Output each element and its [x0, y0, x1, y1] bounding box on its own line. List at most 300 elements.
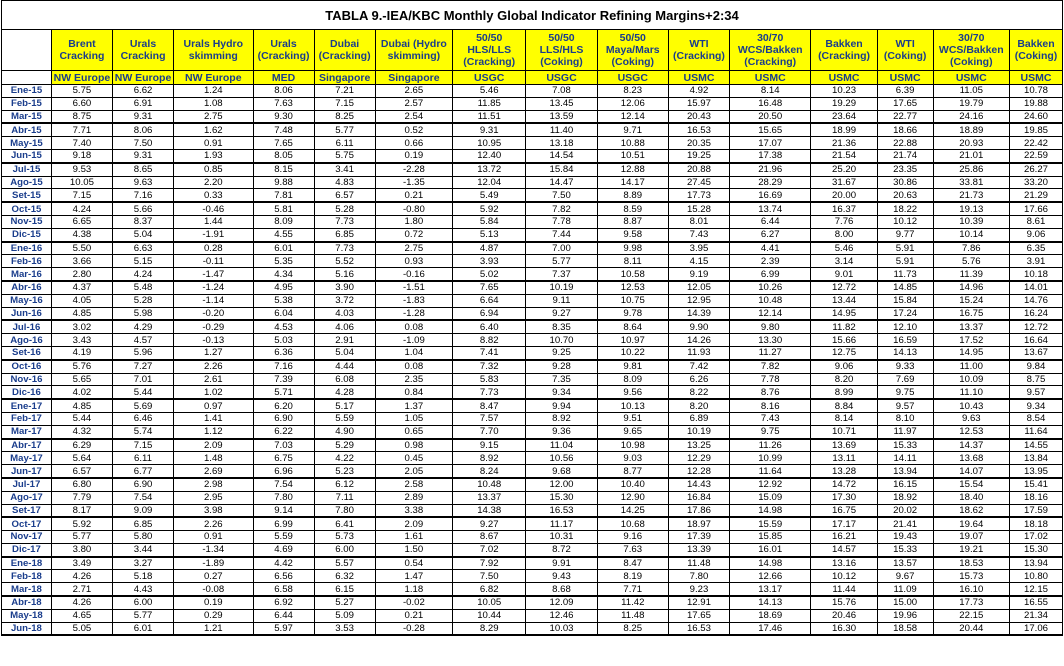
table-cell: 21.96	[730, 163, 811, 176]
table-cell: 18.53	[933, 557, 1009, 570]
table-cell: 10.39	[933, 215, 1009, 228]
table-cell: 7.65	[453, 281, 526, 294]
table-cell: 5.38	[253, 294, 314, 307]
table-cell: 6.65	[51, 215, 112, 228]
table-cell: 8.54	[1009, 412, 1062, 425]
table-row	[2, 215, 1063, 228]
table-cell: 0.91	[174, 531, 253, 544]
table-cell: 15.33	[877, 439, 933, 452]
table-cell: 9.88	[253, 176, 314, 189]
table-cell: 6.46	[112, 412, 173, 425]
table-cell: 6.15	[314, 583, 375, 596]
table-cell: 4.29	[112, 320, 173, 333]
table-cell: 4.24	[112, 268, 173, 281]
table-cell: 18.66	[877, 123, 933, 136]
table-cell: 6.40	[453, 320, 526, 333]
table-cell: 10.03	[526, 622, 597, 635]
table-cell: 11.40	[526, 123, 597, 136]
table-cell: 8.25	[597, 622, 668, 635]
table-cell: 6.77	[112, 465, 173, 478]
table-cell: -0.08	[174, 583, 253, 596]
table-cell: 8.09	[253, 215, 314, 228]
table-cell: 0.19	[375, 149, 452, 162]
table-cell: 10.70	[526, 334, 597, 347]
table-cell: 6.35	[1009, 242, 1062, 255]
table-cell: 0.65	[375, 425, 452, 438]
table-cell: 0.66	[375, 137, 452, 150]
table-cell: 9.53	[51, 163, 112, 176]
table-cell: 7.63	[597, 543, 668, 556]
table-cell: 6.44	[253, 609, 314, 622]
table-cell: 18.89	[933, 123, 1009, 136]
table-cell: 2.39	[730, 255, 811, 268]
table-cell: 9.27	[526, 307, 597, 320]
table-cell: 11.05	[933, 85, 1009, 98]
table-row	[2, 149, 1063, 162]
table-cell: 17.07	[730, 137, 811, 150]
table-cell: -0.16	[375, 268, 452, 281]
table-cell: 13.59	[526, 110, 597, 123]
table-cell: 13.28	[811, 465, 877, 478]
table-cell: 10.12	[811, 570, 877, 583]
table-cell: 3.95	[668, 242, 729, 255]
table-row	[2, 622, 1063, 635]
table-cell: 8.37	[112, 215, 173, 228]
table-cell: 9.58	[597, 228, 668, 241]
table-cell: 13.84	[1009, 452, 1062, 465]
table-cell: 8.14	[811, 412, 877, 425]
table-cell: 20.02	[877, 504, 933, 517]
table-cell: 12.75	[811, 346, 877, 359]
table-cell: 11.82	[811, 320, 877, 333]
table-cell: -1.35	[375, 176, 452, 189]
table-cell: 0.29	[174, 609, 253, 622]
table-cell: -1.14	[174, 294, 253, 307]
table-cell: 0.33	[174, 189, 253, 202]
table-cell: 15.59	[730, 517, 811, 530]
table-cell: -1.47	[174, 268, 253, 281]
table-row	[2, 176, 1063, 189]
table-cell: 16.53	[668, 622, 729, 635]
row-month-label: Dic-16	[2, 386, 52, 399]
table-cell: 2.95	[174, 491, 253, 504]
table-cell: 9.23	[668, 583, 729, 596]
column-region: NW Europe	[112, 71, 173, 85]
table-cell: 2.05	[375, 465, 452, 478]
row-month-label: Ene-16	[2, 242, 52, 255]
table-cell: 5.44	[112, 386, 173, 399]
table-cell: 15.84	[526, 163, 597, 176]
table-cell: 2.69	[174, 465, 253, 478]
table-cell: 7.82	[526, 202, 597, 215]
table-cell: 4.85	[51, 399, 112, 412]
table-cell: 16.48	[730, 97, 811, 110]
table-cell: 16.75	[933, 307, 1009, 320]
table-cell: 21.29	[1009, 189, 1062, 202]
table-cell: 25.20	[811, 163, 877, 176]
table-cell: 4.55	[253, 228, 314, 241]
table-cell: 7.65	[253, 137, 314, 150]
table-cell: 14.07	[933, 465, 1009, 478]
table-cell: 7.37	[526, 268, 597, 281]
table-cell: 4.87	[453, 242, 526, 255]
table-cell: 6.63	[112, 242, 173, 255]
table-cell: 6.82	[453, 583, 526, 596]
table-cell: 7.01	[112, 373, 173, 386]
table-cell: 9.98	[597, 242, 668, 255]
table-cell: 7.50	[112, 137, 173, 150]
table-cell: 16.24	[1009, 307, 1062, 320]
table-cell: 9.71	[597, 123, 668, 136]
table-cell: 14.98	[730, 557, 811, 570]
table-cell: 25.86	[933, 163, 1009, 176]
table-cell: 0.54	[375, 557, 452, 570]
table-cell: 10.88	[597, 137, 668, 150]
table-cell: 14.17	[597, 176, 668, 189]
table-cell: 7.32	[453, 360, 526, 373]
table-cell: 4.06	[314, 320, 375, 333]
table-cell: 1.37	[375, 399, 452, 412]
table-cell: 1.50	[375, 543, 452, 556]
table-cell: 7.21	[314, 85, 375, 98]
table-cell: 7.40	[51, 137, 112, 150]
table-cell: 9.16	[597, 531, 668, 544]
table-cell: 0.28	[174, 242, 253, 255]
table-cell: 6.58	[253, 583, 314, 596]
table-cell: 19.29	[811, 97, 877, 110]
table-cell: 14.55	[1009, 439, 1062, 452]
table-cell: 9.90	[668, 320, 729, 333]
column-header: Dubai (Hydro skimming)	[375, 30, 452, 71]
column-header: Urals Hydro skimming	[174, 30, 253, 71]
table-cell: 3.44	[112, 543, 173, 556]
table-cell: 5.91	[877, 255, 933, 268]
table-cell: 15.33	[877, 543, 933, 556]
table-cell: 7.02	[453, 543, 526, 556]
table-cell: 8.19	[597, 570, 668, 583]
table-cell: 13.57	[877, 557, 933, 570]
table-cell: 7.16	[253, 360, 314, 373]
table-row	[2, 346, 1063, 359]
table-cell: 8.75	[51, 110, 112, 123]
table-cell: 10.48	[453, 478, 526, 491]
table-cell: 3.14	[811, 255, 877, 268]
table-cell: 8.23	[597, 85, 668, 98]
table-cell: 17.39	[668, 531, 729, 544]
table-cell: 20.46	[811, 609, 877, 622]
table-cell: 5.71	[253, 386, 314, 399]
table-row	[2, 110, 1063, 123]
table-cell: 5.03	[253, 334, 314, 347]
table-cell: 6.90	[112, 478, 173, 491]
table-cell: 8.01	[668, 215, 729, 228]
table-cell: 5.98	[112, 307, 173, 320]
table-cell: 17.17	[811, 517, 877, 530]
table-row	[2, 281, 1063, 294]
column-region: Singapore	[375, 71, 452, 85]
table-cell: 5.49	[453, 189, 526, 202]
table-cell: 13.11	[811, 452, 877, 465]
table-cell: 6.94	[453, 307, 526, 320]
table-cell: 4.05	[51, 294, 112, 307]
table-cell: 9.19	[668, 268, 729, 281]
table-cell: 8.24	[453, 465, 526, 478]
table-cell: 6.60	[51, 97, 112, 110]
table-cell: 5.84	[453, 215, 526, 228]
table-cell: 5.73	[314, 531, 375, 544]
table-cell: 31.67	[811, 176, 877, 189]
table-cell: 7.43	[730, 412, 811, 425]
table-cell: 8.22	[668, 386, 729, 399]
table-cell: 5.44	[51, 412, 112, 425]
table-cell: 18.92	[877, 491, 933, 504]
table-cell: 9.36	[526, 425, 597, 438]
table-row	[2, 255, 1063, 268]
table-cell: 5.27	[314, 596, 375, 609]
table-cell: 7.39	[253, 373, 314, 386]
table-cell: 6.04	[253, 307, 314, 320]
table-row	[2, 242, 1063, 255]
table-cell: 5.16	[314, 268, 375, 281]
table-cell: 8.47	[453, 399, 526, 412]
table-cell: 9.63	[112, 176, 173, 189]
row-month-label: May-18	[2, 609, 52, 622]
table-row	[2, 373, 1063, 386]
column-header: Dubai (Cracking)	[314, 30, 375, 71]
table-cell: 5.75	[314, 149, 375, 162]
table-cell: 7.71	[597, 583, 668, 596]
table-cell: 14.54	[526, 149, 597, 162]
row-month-label: Set-17	[2, 504, 52, 517]
table-cell: 16.10	[933, 583, 1009, 596]
table-cell: 9.56	[597, 386, 668, 399]
column-region: USMC	[877, 71, 933, 85]
table-cell: 7.78	[730, 373, 811, 386]
table-row	[2, 609, 1063, 622]
row-month-label: Jun-16	[2, 307, 52, 320]
table-cell: 33.81	[933, 176, 1009, 189]
table-cell: 20.88	[668, 163, 729, 176]
table-cell: 7.63	[253, 97, 314, 110]
table-cell: 8.76	[730, 386, 811, 399]
table-cell: 12.95	[668, 294, 729, 307]
table-cell: 19.88	[1009, 97, 1062, 110]
table-cell: 6.11	[314, 137, 375, 150]
column-region: USMC	[811, 71, 877, 85]
table-cell: 1.27	[174, 346, 253, 359]
table-cell: 5.77	[314, 123, 375, 136]
column-region-row	[2, 71, 1063, 85]
column-header: Bakken (Coking)	[1009, 30, 1062, 71]
table-cell: 21.36	[811, 137, 877, 150]
table-cell: 13.95	[1009, 465, 1062, 478]
table-cell: 21.54	[811, 149, 877, 162]
table-cell: 6.20	[253, 399, 314, 412]
table-cell: 8.25	[314, 110, 375, 123]
table-cell: 9.75	[877, 386, 933, 399]
table-cell: 20.35	[668, 137, 729, 150]
table-cell: 17.65	[877, 97, 933, 110]
table-cell: 7.42	[668, 360, 729, 373]
row-month-label: May-16	[2, 294, 52, 307]
column-header: WTI (Coking)	[877, 30, 933, 71]
table-cell: 15.28	[668, 202, 729, 215]
row-month-label: Dic-17	[2, 543, 52, 556]
table-cell: 2.35	[375, 373, 452, 386]
table-cell: 19.07	[933, 531, 1009, 544]
table-cell: 14.01	[1009, 281, 1062, 294]
table-cell: 4.95	[253, 281, 314, 294]
table-cell: 6.85	[112, 517, 173, 530]
table-cell: -1.09	[375, 334, 452, 347]
table-cell: 23.64	[811, 110, 877, 123]
table-cell: 1.18	[375, 583, 452, 596]
column-region: NW Europe	[51, 71, 112, 85]
table-cell: 4.53	[253, 320, 314, 333]
table-cell: 10.22	[597, 346, 668, 359]
row-month-label: Mar-16	[2, 268, 52, 281]
table-cell: 21.34	[1009, 609, 1062, 622]
table-cell: 6.75	[253, 452, 314, 465]
table-cell: 3.91	[1009, 255, 1062, 268]
table-cell: 16.37	[811, 202, 877, 215]
table-cell: 6.12	[314, 478, 375, 491]
table-cell: 21.73	[933, 189, 1009, 202]
table-cell: 12.91	[668, 596, 729, 609]
row-month-label: Feb-18	[2, 570, 52, 583]
table-cell: 6.62	[112, 85, 173, 98]
table-row	[2, 307, 1063, 320]
table-cell: 0.08	[375, 320, 452, 333]
table-cell: 12.28	[668, 465, 729, 478]
table-cell: 6.11	[112, 452, 173, 465]
table-cell: -1.24	[174, 281, 253, 294]
table-cell: 18.69	[730, 609, 811, 622]
table-cell: 7.27	[112, 360, 173, 373]
table-cell: 10.23	[811, 85, 877, 98]
table-cell: 7.57	[453, 412, 526, 425]
table-cell: 5.17	[314, 399, 375, 412]
table-cell: -0.02	[375, 596, 452, 609]
table-cell: 14.95	[811, 307, 877, 320]
table-cell: 20.00	[811, 189, 877, 202]
table-cell: 13.37	[453, 491, 526, 504]
table-cell: 3.43	[51, 334, 112, 347]
row-month-label: Oct-16	[2, 360, 52, 373]
table-cell: 8.89	[597, 189, 668, 202]
table-cell: 17.46	[730, 622, 811, 635]
table-cell: 21.01	[933, 149, 1009, 162]
table-cell: 19.79	[933, 97, 1009, 110]
table-row	[2, 123, 1063, 136]
table-cell: 5.35	[253, 255, 314, 268]
table-cell: 8.65	[112, 163, 173, 176]
table-cell: 1.41	[174, 412, 253, 425]
table-cell: 1.61	[375, 531, 452, 544]
table-cell: 10.19	[668, 425, 729, 438]
table-cell: 3.72	[314, 294, 375, 307]
table-cell: 10.05	[453, 596, 526, 609]
table-cell: 9.30	[253, 110, 314, 123]
table-cell: 4.57	[112, 334, 173, 347]
table-cell: 0.85	[174, 163, 253, 176]
table-cell: 21.74	[877, 149, 933, 162]
table-cell: 20.44	[933, 622, 1009, 635]
row-month-label: Jul-15	[2, 163, 52, 176]
table-cell: 6.85	[314, 228, 375, 241]
table-cell: 9.80	[730, 320, 811, 333]
table-row	[2, 228, 1063, 241]
table-row	[2, 543, 1063, 556]
table-cell: 18.62	[933, 504, 1009, 517]
table-row	[2, 596, 1063, 609]
table-cell: 8.47	[597, 557, 668, 570]
table-cell: 10.75	[597, 294, 668, 307]
table-cell: 9.57	[1009, 386, 1062, 399]
table-cell: 12.40	[453, 149, 526, 162]
table-cell: 3.27	[112, 557, 173, 570]
column-region: USGC	[597, 71, 668, 85]
table-cell: 10.09	[933, 373, 1009, 386]
table-cell: 5.48	[112, 281, 173, 294]
table-cell: 6.44	[730, 215, 811, 228]
table-row	[2, 202, 1063, 215]
row-month-label: Ago-16	[2, 334, 52, 347]
table-cell: 9.33	[877, 360, 933, 373]
table-cell: 8.99	[811, 386, 877, 399]
table-cell: 5.15	[112, 255, 173, 268]
table-cell: 7.80	[668, 570, 729, 583]
table-cell: 5.91	[877, 242, 933, 255]
table-cell: 10.99	[730, 452, 811, 465]
table-cell: 1.62	[174, 123, 253, 136]
column-header: 50/50 LLS/HLS (Coking)	[526, 30, 597, 71]
table-cell: 10.12	[877, 215, 933, 228]
table-cell: 9.91	[526, 557, 597, 570]
table-cell: 12.53	[597, 281, 668, 294]
table-cell: 19.13	[933, 202, 1009, 215]
table-cell: 9.77	[877, 228, 933, 241]
table-cell: 2.75	[375, 242, 452, 255]
table-cell: 11.85	[453, 97, 526, 110]
table-cell: 0.21	[375, 189, 452, 202]
row-month-label: May-15	[2, 137, 52, 150]
table-cell: 4.15	[668, 255, 729, 268]
table-cell: -1.28	[375, 307, 452, 320]
table-cell: 4.38	[51, 228, 112, 241]
table-cell: 8.00	[811, 228, 877, 241]
table-cell: 13.25	[668, 439, 729, 452]
table-row	[2, 583, 1063, 596]
table-cell: 12.88	[597, 163, 668, 176]
table-cell: 1.08	[174, 97, 253, 110]
table-cell: 12.29	[668, 452, 729, 465]
table-cell: 7.16	[112, 189, 173, 202]
table-cell: 0.84	[375, 386, 452, 399]
table-cell: 17.38	[730, 149, 811, 162]
table-cell: 8.16	[730, 399, 811, 412]
table-cell: 17.06	[1009, 622, 1062, 635]
table-cell: 12.00	[526, 478, 597, 491]
table-cell: 7.43	[668, 228, 729, 241]
table-cell: 12.66	[730, 570, 811, 583]
table-cell: 13.18	[526, 137, 597, 150]
table-cell: 22.42	[1009, 137, 1062, 150]
table-cell: 18.18	[1009, 517, 1062, 530]
table-cell: 5.04	[112, 228, 173, 241]
row-month-label: Jul-17	[2, 478, 52, 491]
table-cell: 0.98	[375, 439, 452, 452]
